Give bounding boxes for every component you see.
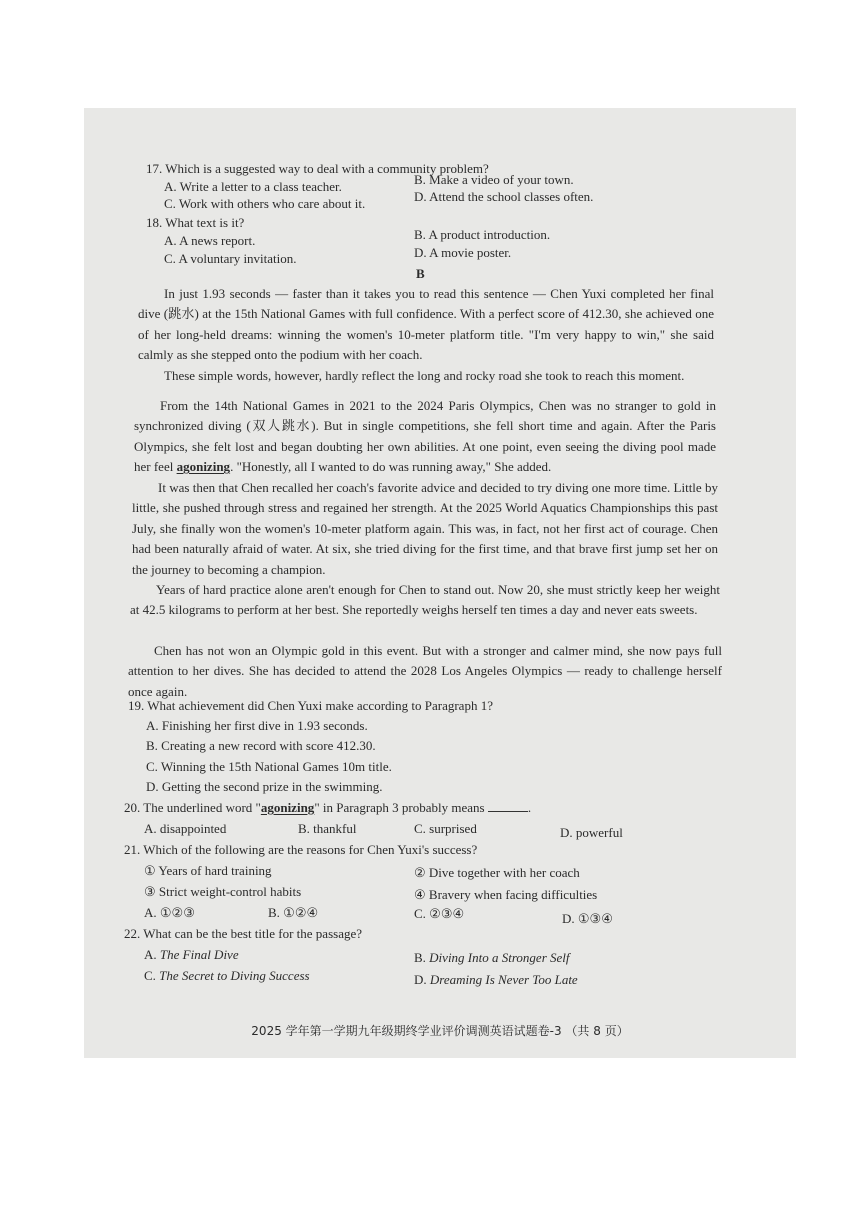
q22-d-title: Dreaming Is Never Too Late (429, 972, 578, 987)
passage-paragraph-1: In just 1.93 seconds — faster than it takes you to read this sentence — Chen Yuxi completed her final dive (跳水) at the 15th National Games with full confidence. With a perfect score of 412.30, she achieved one of her long-held dreams: winning the women's 10-meter platform title. "I'm very happy to win," she said calmly as she stepped onto the podium with her coach. (138, 286, 714, 363)
q21-item-3: ③ Strict weight-control habits (144, 884, 302, 899)
q19-option-b: B. Creating a new record with score 412.30. (146, 738, 376, 753)
q20-stem-period: . (527, 800, 532, 815)
q21-option-b: B. ①②④ (268, 905, 319, 920)
q22-c-title: The Secret to Diving Success (159, 968, 310, 983)
underlined-word: agonizing (176, 459, 231, 475)
q22-b-letter: B. (414, 950, 430, 965)
q22-option-d (414, 972, 578, 988)
q18-option-c: C. A voluntary invitation. (164, 251, 297, 266)
q22-option-a (144, 947, 239, 963)
q22-a-title: The Final Dive (159, 947, 239, 962)
passage-paragraph-3 (134, 396, 716, 478)
passage-paragraph-5: Years of hard practice alone aren't enough for Chen to stand out. Now 20, she must strictly keep her weight at 42.5 kilograms to perform at her best. She reportedly weighs herself ten times a day and never eats sweets. (130, 582, 720, 618)
q18-option-b: B. A product introduction. (414, 227, 551, 242)
q18-option-a: A. A news report. (164, 233, 256, 248)
q19-option-a: A. Finishing her first dive in 1.93 seconds. (146, 718, 368, 733)
q21-item-4: ④ Bravery when facing difficulties (414, 887, 598, 902)
q20-stem-start: 20. The underlined word " (124, 800, 261, 815)
passage-paragraph-2: These simple words, however, hardly reflect the long and rocky road she took to reach this moment. (164, 368, 685, 383)
p3-text-start: From the 14th National Games in 2021 to the 2024 Paris Olympics, Chen was no stranger to gold in synchronized diving (双人跳水). But in single competitions, she fell short time and again. After the Paris Olympics, she felt lost and began doubting her own abilities. At one point, even seeing the diving pool made her feel (134, 398, 716, 475)
q17-option-a: A. Write a letter to a class teacher. (164, 179, 342, 194)
q20-underlined-word: agonizing (260, 800, 315, 815)
answer-blank (488, 800, 528, 812)
q22-b-title: Diving Into a Stronger Self (429, 950, 570, 965)
q20-stem-end: " in Paragraph 3 probably means (314, 800, 485, 815)
q18-stem: 18. What text is it? (146, 215, 245, 230)
q21-option-a: A. ①②③ (144, 905, 195, 920)
q17-option-b: B. Make a video of your town. (414, 172, 574, 187)
q20-option-c: C. surprised (414, 821, 477, 836)
q22-c-letter: C. (144, 968, 160, 983)
q21-stem: 21. Which of the following are the reasons for Chen Yuxi's success? (124, 842, 478, 857)
q20-option-d: D. powerful (560, 825, 623, 840)
q17-option-d: D. Attend the school classes often. (414, 189, 594, 204)
q19-stem: 19. What achievement did Chen Yuxi make according to Paragraph 1? (128, 698, 493, 713)
q19-option-c: C. Winning the 15th National Games 10m title. (146, 759, 392, 774)
page-footer: 2025 学年第一学期九年级期终学业评价调测英语试题卷-3 （共 8 页） (251, 1024, 629, 1038)
q22-d-letter: D. (414, 972, 430, 987)
q20-option-a: A. disappointed (144, 821, 227, 836)
q20-stem (124, 800, 531, 816)
q22-option-b (414, 950, 570, 966)
exam-page (84, 108, 796, 1058)
q19-option-d: D. Getting the second prize in the swimming. (146, 779, 383, 794)
passage-paragraph-4: It was then that Chen recalled her coach's favorite advice and decided to try diving one more time. Little by little, she pushed through stress and regained her strength. At the 2025 World Aquatics Championships this past July, she finally won the women's 10-meter platform again. This was, in fact, not her first act of courage. Chen had been naturally afraid of water. At six, she tried diving for the first time, and that brave first jump set her on the journey to becoming a champion. (132, 480, 718, 577)
q22-a-letter: A. (144, 947, 160, 962)
q17-stem: 17. Which is a suggested way to deal with a community problem? (146, 161, 489, 176)
passage-paragraph-6: Chen has not won an Olympic gold in this event. But with a stronger and calmer mind, she now pays full attention to her dives. She has decided to attend the 2028 Los Angeles Olympics — ready to challenge herself once again. (128, 643, 722, 699)
section-b-heading: B (416, 266, 425, 281)
q17-option-c: C. Work with others who care about it. (164, 196, 366, 211)
p3-text-end: . "Honestly, all I wanted to do was running away," She added. (230, 459, 552, 475)
q20-option-b: B. thankful (298, 821, 357, 836)
q21-item-2: ② Dive together with her coach (414, 865, 580, 880)
q22-option-c (144, 968, 310, 984)
q21-item-1: ① Years of hard training (144, 863, 272, 878)
q22-stem: 22. What can be the best title for the passage? (124, 926, 363, 941)
q18-option-d: D. A movie poster. (414, 245, 512, 260)
q21-option-d: D. ①③④ (562, 911, 613, 926)
q21-option-c: C. ②③④ (414, 906, 465, 921)
